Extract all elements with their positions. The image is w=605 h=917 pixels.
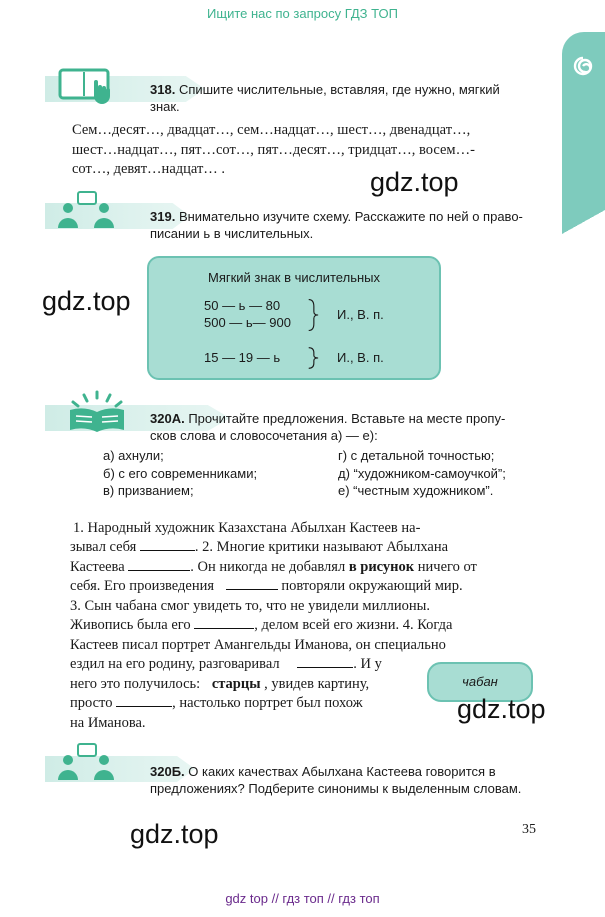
task-320a-number: 320А. (150, 411, 185, 426)
text-fragment: Кастеева (70, 559, 125, 575)
text-fragment: зывал себя (70, 539, 137, 555)
watermark: gdz.top (457, 694, 546, 724)
option-a: а) ахнули; (103, 448, 164, 463)
watermark: gdz.top (370, 167, 459, 197)
task-319-instruction-line1: Внимательно изучите схему. Расскажите по ней о право- (178, 209, 523, 224)
soft-sign-scheme (147, 256, 441, 380)
discussion-icon (52, 190, 122, 230)
swirl-icon (571, 54, 595, 78)
footer-banner: gdz top // гдз топ // гдз топ (225, 891, 380, 906)
side-tab (562, 32, 605, 210)
task-318-instruction (150, 81, 542, 115)
book-hand-icon (56, 66, 122, 108)
answer-blank (140, 539, 195, 551)
task-320a-instruction-line2: сков слова и словосочетания а) — е): (150, 428, 378, 443)
answer-blank (128, 559, 190, 571)
task-318-instruction-line1: Спишите числительные, вставляя, где нужно, мягкий (178, 82, 500, 97)
exercise-line: шест…надцат…, пят…сот…, пят…десят…, тридцат…, восем…- (72, 141, 475, 158)
text-line-6 (70, 616, 540, 636)
header-banner: Ищите нас по запросу ГДЗ ТОП (207, 6, 398, 21)
answer-blank (116, 695, 172, 707)
brace-icon (307, 295, 319, 335)
task-320a-instruction-line1: Прочитайте предложения. Вставьте на месте пропу- (188, 411, 506, 426)
discussion-icon (52, 742, 122, 782)
option-b: б) с его современниками; (103, 465, 258, 481)
scheme-title: Мягкий знак в числительных (208, 270, 380, 285)
text-line-11: на Иманова. (70, 715, 146, 731)
task-320b-instruction (150, 763, 542, 797)
task-320b-number: 320Б. (150, 764, 185, 779)
text-fragment: себя. Его произведения (70, 578, 215, 594)
text-fragment: . Он никогда не добавлял (190, 559, 346, 575)
text-line-2 (70, 538, 540, 558)
text-line-5: 3. Сын чабана смог увидеть то, что не увидели миллионы. (70, 598, 430, 614)
open-book-icon (64, 390, 130, 434)
text-fragment: , делом всей его жизни. 4. Когда (254, 617, 453, 633)
text-fragment: повторяли окружающий мир. (281, 578, 463, 594)
text-fragment: него это получилось: (70, 676, 201, 692)
scheme-row-15-19: 15 — 19 — ь (204, 350, 281, 365)
text-fragment: . И у (353, 656, 382, 672)
watermark: gdz.top (130, 819, 219, 849)
highlighted-word: в рисунок (348, 559, 415, 575)
options-right (338, 447, 506, 500)
highlighted-word: старцы (211, 676, 261, 692)
task-319-instruction (150, 208, 542, 242)
task-318-exercise (72, 121, 542, 180)
vocabulary-note: чабан (427, 662, 533, 702)
text-fragment: , увидев картину, (264, 676, 370, 692)
task-320b-instruction-line2: предложениях? Подберите синонимы к выделенным словам. (150, 781, 522, 796)
text-fragment: просто (70, 695, 113, 711)
text-line-4 (70, 577, 540, 597)
task-319-number: 319. (150, 209, 176, 224)
answer-blank (297, 656, 353, 668)
option-d: д) “художником-самоучкой”; (338, 465, 506, 481)
text-line-3 (70, 558, 540, 578)
text-fragment: ничего от (417, 559, 477, 575)
answer-blank (226, 578, 278, 590)
page-number: 35 (522, 822, 536, 837)
brace-icon (307, 344, 319, 372)
watermark: gdz.top (42, 286, 131, 316)
scheme-row-50-80: 50 — ь — 80 (204, 298, 281, 313)
text-line-7: Кастеев писал портрет Амангельды Иманова, он специально (70, 637, 446, 653)
scheme-case-1: И., В. п. (337, 307, 384, 322)
exercise-line: сот…, девят…надцат… . (72, 161, 226, 177)
text-line-1: 1. Народный художник Казахстана Абылхан Кастеев на- (73, 520, 421, 536)
option-g: г) с детальной точностью; (338, 448, 495, 463)
task-318-instruction-line2: знак. (150, 99, 180, 114)
exercise-line: Сем…десят…, двадцат…, сем…надцат…, шест…, двенадцат…, (72, 122, 471, 138)
task-320b-instruction-line1: О каких качествах Абылхана Кастеева говорится в (188, 764, 496, 779)
text-fragment: . 2. Многие критики называют Абылхана (194, 539, 449, 555)
task-320a-instruction (150, 410, 542, 444)
scheme-row-500-900: 500 — ь— 900 (204, 315, 291, 330)
text-fragment: ездил на его родину, разговаривал (70, 656, 280, 672)
task-319-instruction-line2: писании ь в числительных. (150, 226, 314, 241)
scheme-case-2: И., В. п. (337, 350, 384, 365)
answer-blank (194, 617, 254, 629)
option-v: в) призванием; (103, 483, 194, 498)
text-fragment: Живопись была его (70, 617, 191, 633)
task-318-number: 318. (150, 82, 176, 97)
text-fragment: , настолько портрет был похож (172, 695, 363, 711)
options-left (103, 447, 257, 500)
option-e: е) “честным художником”. (338, 483, 494, 498)
